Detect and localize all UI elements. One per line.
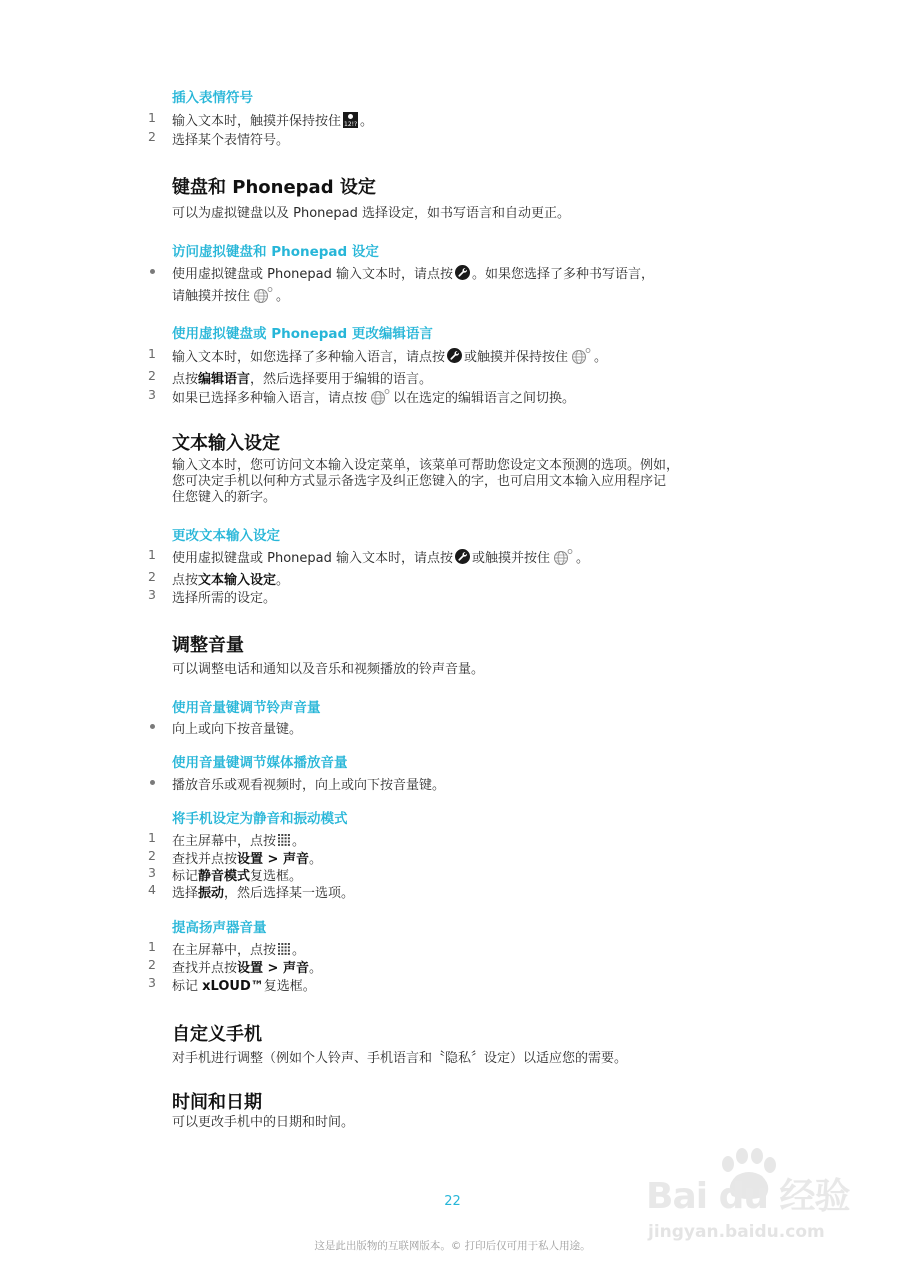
datetime-heading: 时间和日期 [172, 1092, 262, 1113]
keyboard-heading: 键盘和 Phonepad 设定 [172, 177, 376, 198]
step-text: 选择 [172, 886, 199, 901]
speaker-step-2 [172, 957, 322, 976]
silent-step-1 [172, 830, 305, 849]
step-number: 2 [148, 129, 156, 144]
bullet [150, 724, 155, 729]
change-text-input-settings-title: 更改文本输入设定 [172, 528, 280, 544]
text-input-para-line-1: 输入文本时，您可访问文本输入设定菜单，该菜单可帮助您设定文本预测的选项。例如， [172, 458, 680, 473]
step-text: ，然后选择某一选项。 [224, 886, 355, 901]
bold-term: 振动 [198, 886, 225, 901]
step-number: 3 [148, 587, 156, 602]
menu-separator: > [263, 852, 283, 867]
step-text: 在主屏幕中，点按 [172, 834, 277, 849]
step-text-end: 。 [360, 114, 374, 129]
keyboard-intro: 可以为虚拟键盘以及 Phonepad 选择设定，如书写语言和自动更正。 [172, 206, 571, 221]
step-text: 查找并点按 [172, 961, 238, 976]
step-text: 。 [576, 551, 590, 566]
step-text: 复选框。 [250, 869, 303, 884]
emoji-step-1 [172, 110, 373, 129]
baidu-jingyan-watermark [640, 1140, 860, 1270]
step-number: 2 [148, 957, 156, 972]
step-text: 在主屏幕中，点按 [172, 943, 277, 958]
step-text: 标记 [172, 869, 199, 884]
step-text: 请触摸并按住 [172, 289, 251, 304]
globe-icon [570, 347, 592, 365]
text-input-para-line-2: 您可决定手机以何种方式显示备选字及纠正您键入的字，也可启用文本输入应用程序记 [172, 474, 667, 489]
step-number: 1 [148, 346, 156, 361]
step-text: 或触摸并按住 [472, 551, 551, 566]
customize-heading: 自定义手机 [172, 1024, 262, 1045]
media-volume-text: 播放音乐或观看视频时，向上或向下按音量键。 [172, 778, 446, 793]
datetime-intro: 可以更改手机中的日期和时间。 [172, 1115, 355, 1130]
step-number: 2 [148, 368, 156, 383]
step-text: 。 [309, 961, 323, 976]
watermark-url: jingyan.baidu.com [648, 1222, 825, 1242]
wrench-icon [455, 265, 470, 280]
globe-icon [369, 388, 391, 406]
footer-note: 这是此出版物的互联网版本。© 打印后仅可用于私人用途。 [314, 1240, 591, 1252]
step-text: 输入文本时，如您选择了多种输入语言，请点按 [172, 350, 446, 365]
change-lang-step-3 [172, 387, 575, 406]
bold-term: 设置 [237, 852, 264, 867]
step-text: 。 [292, 943, 306, 958]
step-text: 以在选定的编辑语言之间切换。 [393, 391, 576, 406]
step-text: 标记 [172, 979, 203, 994]
speaker-step-1 [172, 939, 305, 958]
step-number: 1 [148, 939, 156, 954]
access-keyboard-line-1 [172, 263, 654, 282]
bold-term: 文本输入设定 [198, 573, 277, 588]
silent-step-4 [172, 882, 354, 901]
step-text: 查找并点按 [172, 852, 238, 867]
step-number: 1 [148, 830, 156, 845]
step-number: 1 [148, 110, 156, 125]
page-number: 22 [444, 1194, 461, 1209]
step-number: 2 [148, 569, 156, 584]
wrench-icon [447, 348, 462, 363]
step-text: 使用虚拟键盘或 Phonepad 输入文本时，请点按 [172, 267, 454, 282]
step-text: 。 [276, 289, 290, 304]
step-number: 3 [148, 975, 156, 990]
step-text: 复选框。 [263, 979, 316, 994]
text-input-step-3: 选择所需的设定。 [172, 591, 277, 606]
step-number: 4 [148, 882, 156, 897]
text-input-step-1 [172, 547, 589, 566]
bullet [150, 780, 155, 785]
bold-term: xLOUD™ [202, 979, 264, 994]
step-number: 3 [148, 865, 156, 880]
access-keyboard-settings-title: 访问虚拟键盘和 Phonepad 设定 [172, 244, 379, 260]
step-text: 输入文本时，触摸并保持按住 [172, 114, 342, 129]
step-text: 点按 [172, 372, 199, 387]
step-text: 。 [276, 573, 290, 588]
emoji-step-2: 选择某个表情符号。 [172, 133, 290, 148]
step-text: 。 [309, 852, 323, 867]
access-keyboard-line-2 [172, 285, 289, 304]
app-grid-icon [278, 943, 290, 955]
app-grid-icon [278, 834, 290, 846]
speaker-volume-title: 提高扬声器音量 [172, 920, 267, 936]
text-input-step-2 [172, 569, 289, 588]
ringtone-volume-text: 向上或向下按音量键。 [172, 722, 303, 737]
step-text: 。 [292, 834, 306, 849]
step-text: ，然后选择要用于编辑的语言。 [250, 372, 433, 387]
step-text: 如果已选择多种输入语言，请点按 [172, 391, 368, 406]
bold-term: 静音模式 [198, 869, 251, 884]
change-lang-step-1 [172, 346, 607, 365]
step-text: 。 [594, 350, 608, 365]
speaker-step-3 [172, 975, 316, 994]
svg-text:12!?: 12!? [344, 121, 358, 128]
step-text: 使用虚拟键盘或 Phonepad 输入文本时，请点按 [172, 551, 454, 566]
ringtone-volume-title: 使用音量键调节铃声音量 [172, 700, 321, 716]
volume-intro: 可以调整电话和通知以及音乐和视频播放的铃声音量。 [172, 662, 485, 677]
emoji-key-icon [343, 112, 358, 128]
step-number: 3 [148, 387, 156, 402]
bold-term: 声音 [282, 961, 309, 976]
step-text: 。如果您选择了多种书写语言， [472, 267, 655, 282]
globe-icon [252, 286, 274, 304]
volume-heading: 调整音量 [172, 635, 244, 656]
customize-intro: 对手机进行调整（例如个人铃声、手机语言和〝隐私〞设定）以适应您的需要。 [172, 1051, 628, 1066]
wrench-icon [455, 549, 470, 564]
text-input-para-line-3: 住您键入的新字。 [172, 490, 277, 505]
step-number: 2 [148, 848, 156, 863]
emoji-subsection-title: 插入表情符号 [172, 90, 253, 106]
bold-term: 声音 [282, 852, 309, 867]
silent-vibrate-title: 将手机设定为静音和振动模式 [172, 811, 348, 827]
media-volume-title: 使用音量键调节媒体播放音量 [172, 755, 348, 771]
menu-separator: > [263, 961, 283, 976]
text-input-heading: 文本输入设定 [172, 433, 280, 454]
watermark-brand: Bai du 经验 [646, 1176, 850, 1217]
globe-icon [552, 548, 574, 566]
change-edit-language-title: 使用虚拟键盘或 Phonepad 更改编辑语言 [172, 326, 433, 342]
bold-term: 设置 [237, 961, 264, 976]
step-text: 点按 [172, 573, 199, 588]
bold-term: 编辑语言 [198, 372, 251, 387]
step-number: 1 [148, 547, 156, 562]
change-lang-step-2 [172, 368, 432, 387]
bullet [150, 269, 155, 274]
step-text: 或触摸并保持按住 [464, 350, 569, 365]
